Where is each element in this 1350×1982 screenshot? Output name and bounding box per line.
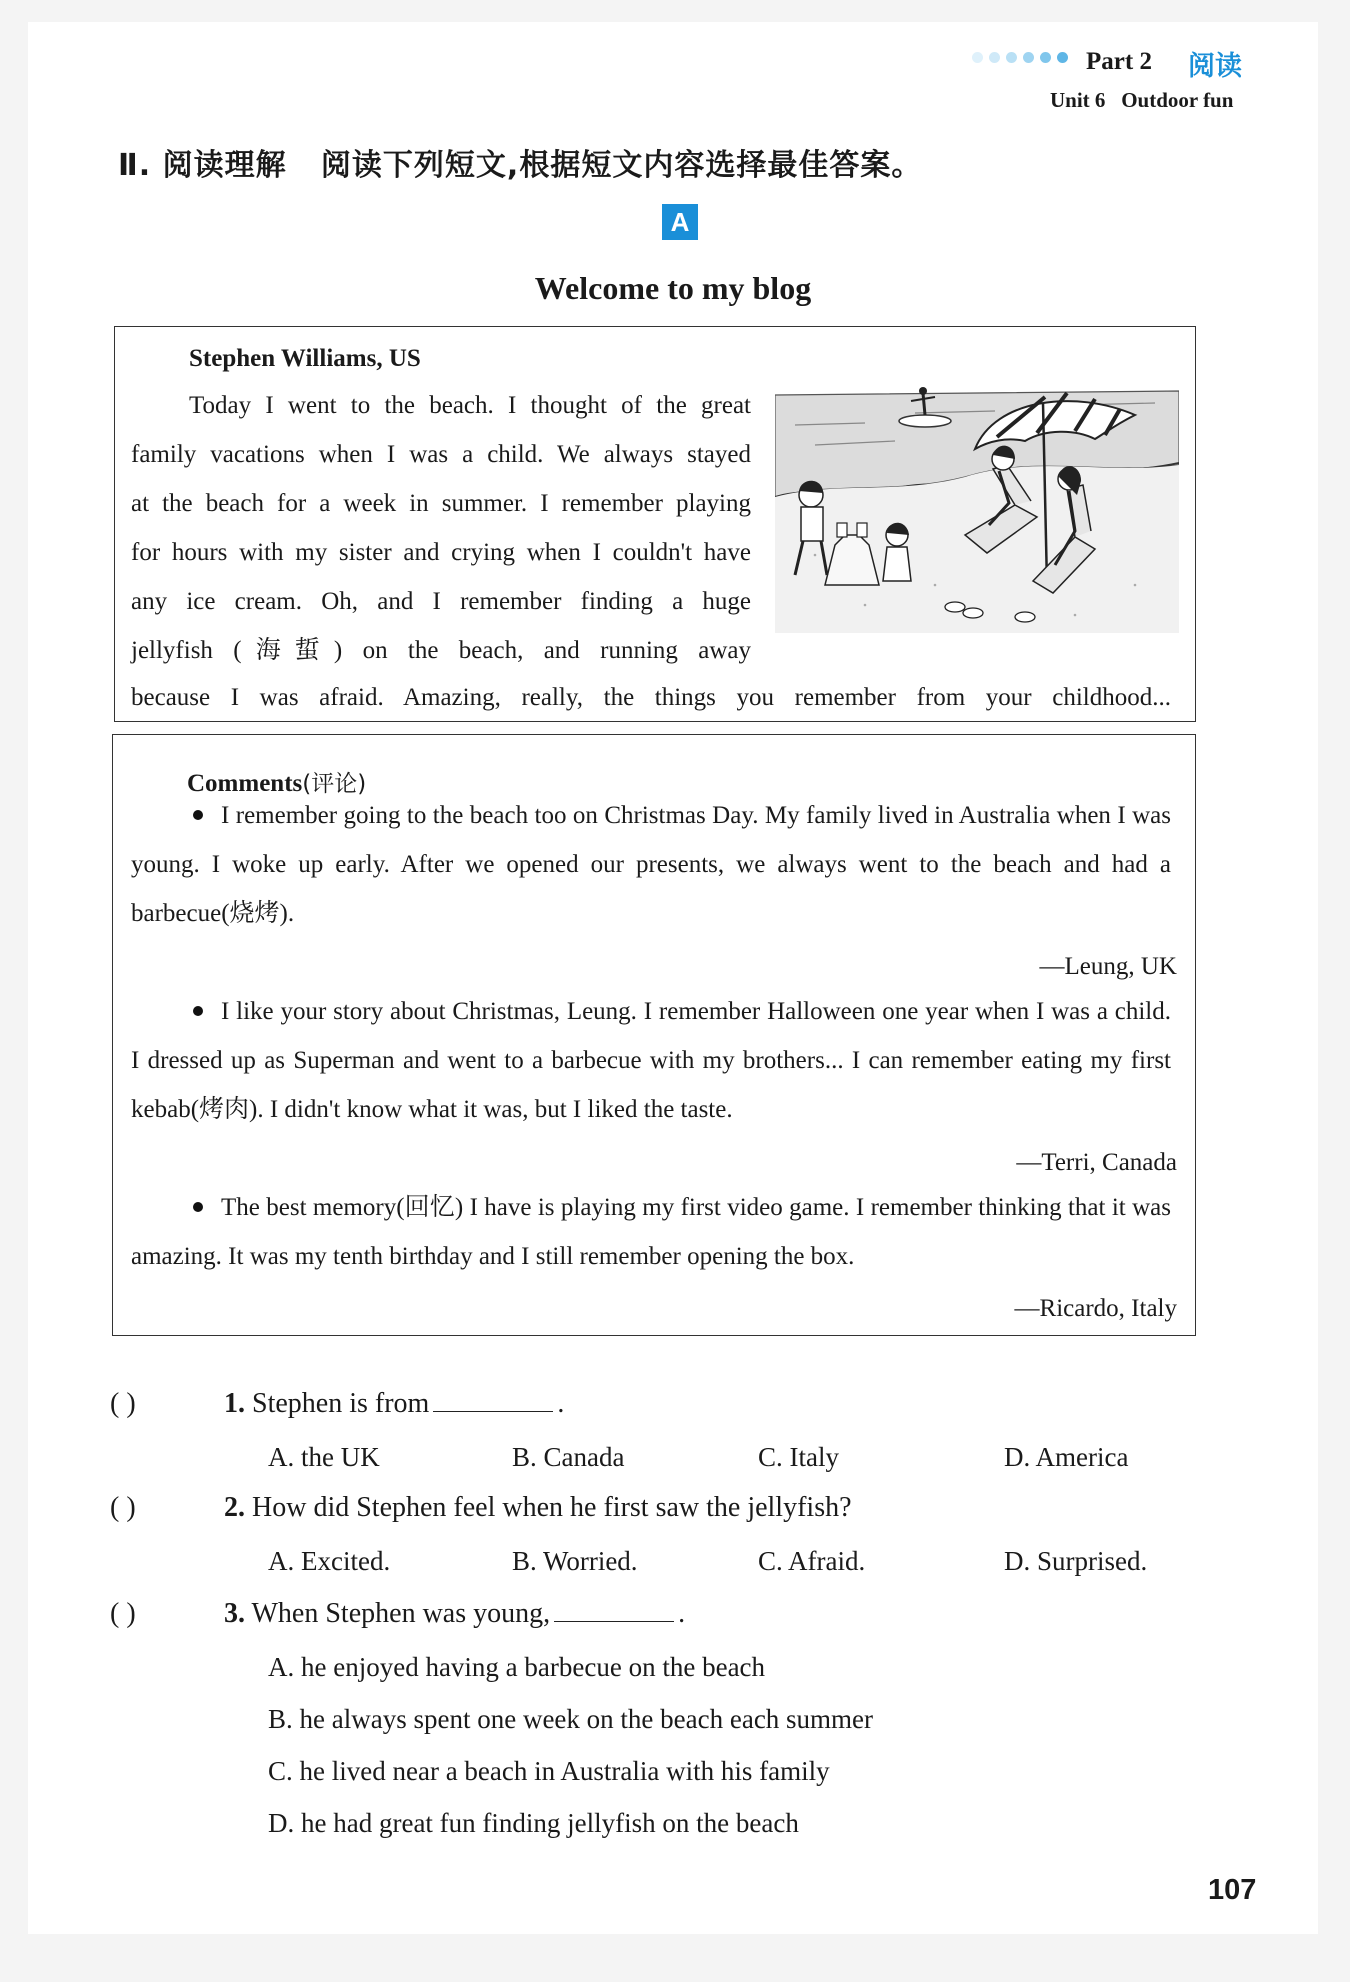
blog-line: Today I went to the beach. I thought of the great [189, 392, 751, 419]
question-stem: Stephen is from [252, 1388, 430, 1419]
question-stem: How did Stephen feel when he first saw the jellyfish? [252, 1492, 852, 1523]
option[interactable]: B. Worried. [512, 1546, 638, 1576]
option[interactable]: D. he had great fun finding jellyfish on the beach [268, 1808, 799, 1838]
header-subject: 阅读 [1188, 51, 1242, 82]
option[interactable]: C. Italy [758, 1442, 839, 1472]
dot-icon [1057, 52, 1068, 63]
option[interactable]: A. Excited. [268, 1546, 391, 1576]
header-dots [972, 52, 1068, 63]
question-number: 3. [224, 1598, 245, 1629]
dot-icon [989, 52, 1000, 63]
comment-item [131, 1183, 1171, 1281]
blog-body [131, 381, 751, 675]
option[interactable]: D. America [1004, 1442, 1129, 1472]
blog-line: jellyfish (海蜇) on the beach, and running away [131, 637, 751, 664]
comments-title-en: Comments [187, 770, 303, 797]
unit-label: Unit 6 [1050, 88, 1106, 112]
comment-text: The best memory(回忆) I have is playing my first video game. I remember thinking that it was amazing. It was my tenth birthday and I still remember opening the box. [131, 1194, 1171, 1270]
comment-text: I remember going to the beach too on Christmas Day. My family lived in Australia when I was young. I woke up early. After we opened our presents, we always went to the beach and had a barbecue(烧烤). [131, 802, 1171, 927]
comments-title-cn: (评论) [302, 771, 367, 797]
option[interactable]: C. Afraid. [758, 1546, 866, 1576]
comment-text: I like your story about Christmas, Leung. I remember Halloween one year when I was a child. I dressed up as Superman and went to a barbecue with my brothers... I can remember eating my first kebab(烤肉). I didn't know what it was, but I liked the taste. [131, 998, 1171, 1123]
question-number: 1. [224, 1388, 245, 1419]
passage-label: A [662, 204, 698, 240]
workbook-page [28, 22, 1318, 1934]
option[interactable]: C. he lived near a beach in Australia with his family [268, 1756, 830, 1786]
blog-author: Stephen Williams, US [189, 345, 421, 372]
question-stem: When Stephen was young, [251, 1598, 551, 1629]
section-title: Ⅱ. 阅读理解 阅读下列短文,根据短文内容选择最佳答案。 [118, 148, 923, 183]
option[interactable]: D. Surprised. [1004, 1546, 1148, 1576]
comment-item [131, 987, 1171, 1134]
blog-line: family vacations when I was a child. We always stayed [131, 441, 751, 468]
comment-item [131, 791, 1171, 938]
option[interactable]: B. he always spent one week on the beach each summer [268, 1704, 874, 1734]
answer-blank [554, 1599, 674, 1622]
beach-scene-illustration [775, 385, 1179, 633]
comment-signature: —Ricardo, Italy [1014, 1295, 1177, 1322]
comment-signature: —Leung, UK [1039, 953, 1177, 980]
header-unit [1050, 88, 1233, 113]
dot-icon [1023, 52, 1034, 63]
blog-last-line: because I was afraid. Amazing, really, the things you remember from your childhood... [131, 684, 1171, 711]
comments-box [112, 734, 1196, 1336]
question-2 [224, 1492, 852, 1524]
option[interactable]: B. Canada [512, 1442, 625, 1472]
question-number: 2. [224, 1492, 245, 1523]
answer-parentheses[interactable]: ( ) [110, 1388, 136, 1419]
blog-post-box [114, 326, 1196, 722]
answer-parentheses[interactable]: ( ) [110, 1492, 136, 1523]
option[interactable]: A. the UK [268, 1442, 380, 1472]
blog-line: for hours with my sister and crying when I couldn't have [131, 539, 751, 566]
blog-line: at the beach for a week in summer. I remember playing [131, 490, 751, 517]
answer-parentheses[interactable]: ( ) [110, 1598, 136, 1629]
blog-title: Welcome to my blog [534, 270, 812, 306]
answer-blank [433, 1389, 553, 1412]
dot-icon [972, 52, 983, 63]
dot-icon [1040, 52, 1051, 63]
unit-title: Outdoor fun [1121, 88, 1234, 112]
page-number: 107 [1208, 1874, 1257, 1906]
header-part: Part 2 [1086, 48, 1152, 75]
question-1: 1. Stephen is from . [224, 1388, 565, 1419]
option[interactable]: A. he enjoyed having a barbecue on the beach [268, 1652, 766, 1682]
blog-line: any ice cream. Oh, and I remember finding a huge [131, 588, 751, 615]
question-3: 3. When Stephen was young, . [224, 1598, 686, 1629]
dot-icon [1006, 52, 1017, 63]
comment-signature: —Terri, Canada [1016, 1149, 1177, 1176]
